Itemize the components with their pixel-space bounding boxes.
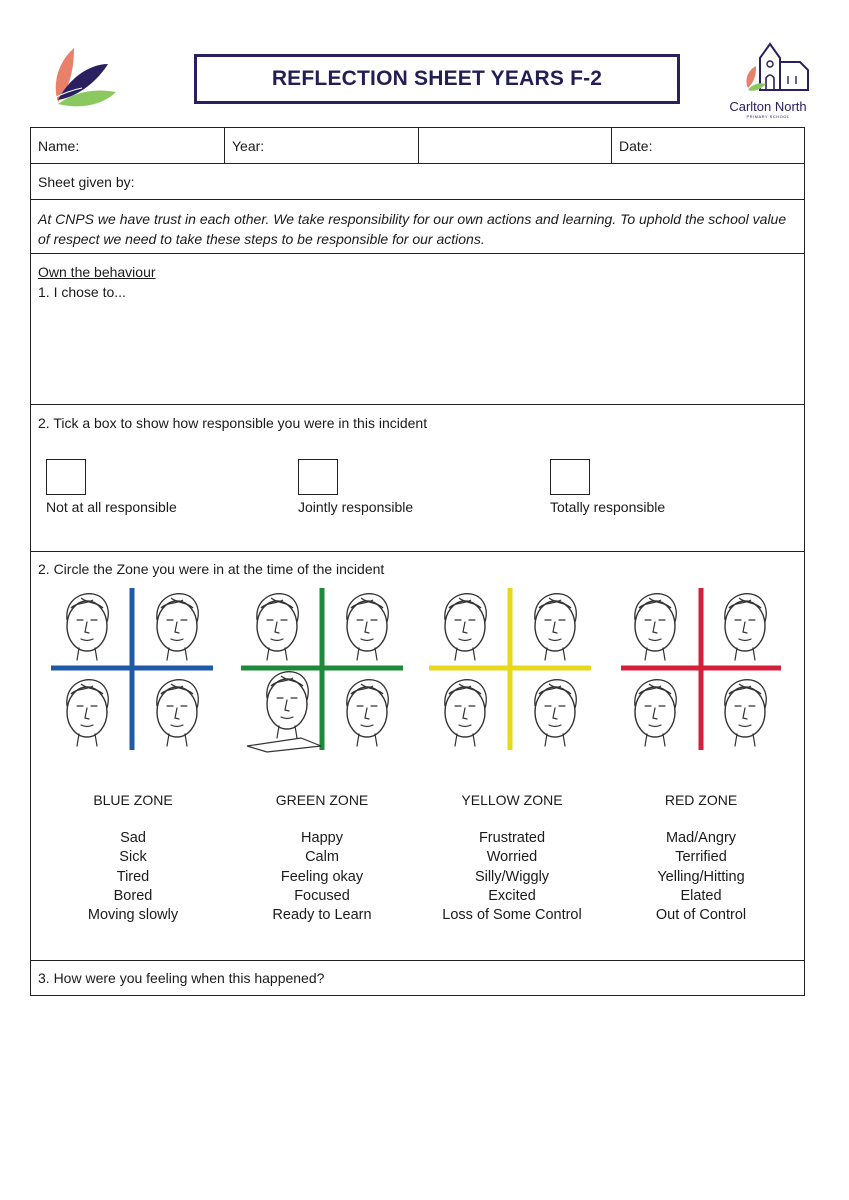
- feeling-item: Sick: [119, 849, 147, 866]
- q2-zone-text: 2. Circle the Zone you were in at the time of the incident: [38, 561, 385, 577]
- tick-box-totally[interactable]: [550, 459, 590, 495]
- zone-title-red: RED ZONE: [664, 792, 738, 808]
- name-label: Name:: [38, 138, 80, 154]
- feeling-item: Calm: [305, 849, 339, 866]
- feeling-item: Yelling/Hitting: [657, 868, 745, 885]
- title-box: [194, 54, 680, 104]
- year-label: Year:: [232, 138, 265, 154]
- feeling-item: Terrified: [675, 849, 727, 866]
- date-cell[interactable]: [612, 128, 804, 163]
- zone-title-yellow: YELLOW ZONE: [461, 792, 563, 808]
- leaf-logo: [48, 44, 120, 114]
- tick-box-not-at-all[interactable]: [46, 459, 86, 495]
- feeling-item: Silly/Wiggly: [474, 868, 550, 885]
- feeling-item: Worried: [486, 849, 538, 866]
- school-building-icon: [722, 40, 814, 96]
- school-logo-subtext: PRIMARY SCHOOL: [746, 114, 790, 119]
- zone-feelings-green: [227, 829, 417, 925]
- q1-text: 1. I chose to...: [38, 284, 126, 300]
- name-cell[interactable]: [31, 128, 225, 163]
- feeling-item: Mad/Angry: [665, 830, 737, 846]
- sheet-given-label: Sheet given by:: [38, 174, 135, 190]
- zone-feelings-red: [606, 829, 796, 925]
- zones-row: [31, 552, 804, 961]
- own-behaviour-row[interactable]: [31, 254, 804, 405]
- zones-illustration: [51, 588, 781, 758]
- feeling-item: Moving slowly: [87, 907, 179, 924]
- values-row: [31, 200, 804, 254]
- feeling-item: Ready to Learn: [272, 907, 372, 924]
- red-zone-picture: [621, 588, 781, 750]
- year-cell[interactable]: [225, 128, 419, 163]
- school-logo: [722, 40, 814, 119]
- zone-feelings-blue: [38, 829, 228, 925]
- feeling-item: Bored: [113, 887, 153, 904]
- tick-label-not-at-all: Not at all responsible: [46, 499, 177, 515]
- blank-cell[interactable]: [419, 128, 612, 163]
- page-title: REFLECTION SHEET YEARS F-2: [271, 67, 603, 90]
- feeling-item: Loss of Some Control: [442, 907, 582, 924]
- yellow-zone-picture: [429, 588, 591, 750]
- q2-tick-text: 2. Tick a box to show how responsible you were in this incident: [38, 415, 428, 431]
- q3-row[interactable]: [31, 961, 804, 994]
- tick-row: [31, 405, 804, 552]
- feeling-item: Sad: [120, 830, 146, 846]
- details-row: [31, 128, 804, 164]
- sheet-given-row[interactable]: [31, 164, 804, 200]
- feeling-item: Excited: [488, 887, 536, 904]
- feeling-item: Out of Control: [655, 907, 747, 924]
- green-zone-picture: [241, 588, 403, 752]
- tick-box-jointly[interactable]: [298, 459, 338, 495]
- feeling-item: Happy: [301, 830, 343, 846]
- blue-zone-picture: [51, 588, 213, 750]
- q3-text: 3. How were you feeling when this happened?: [38, 970, 325, 986]
- zone-title-green: GREEN ZONE: [275, 792, 369, 808]
- school-logo-name: Carlton North: [729, 99, 807, 114]
- zone-feelings-yellow: [417, 829, 607, 925]
- date-label: Date:: [619, 138, 653, 154]
- feeling-item: Elated: [680, 887, 722, 904]
- feeling-item: Feeling okay: [280, 868, 364, 885]
- feeling-item: Tired: [116, 868, 150, 885]
- reflection-form: [30, 127, 805, 996]
- tick-label-totally: Totally responsible: [550, 499, 666, 515]
- feeling-item: Frustrated: [478, 830, 546, 846]
- zone-title-blue: BLUE ZONE: [93, 792, 173, 808]
- own-behaviour-heading: Own the behaviour: [38, 264, 156, 280]
- feeling-item: Focused: [294, 887, 350, 904]
- values-statement: At CNPS we have trust in each other. We take responsibility for our own actions and learning. To uphold the school value of respect we need to take these steps to be responsible for our actions.: [38, 211, 787, 247]
- tick-label-jointly: Jointly responsible: [298, 499, 414, 515]
